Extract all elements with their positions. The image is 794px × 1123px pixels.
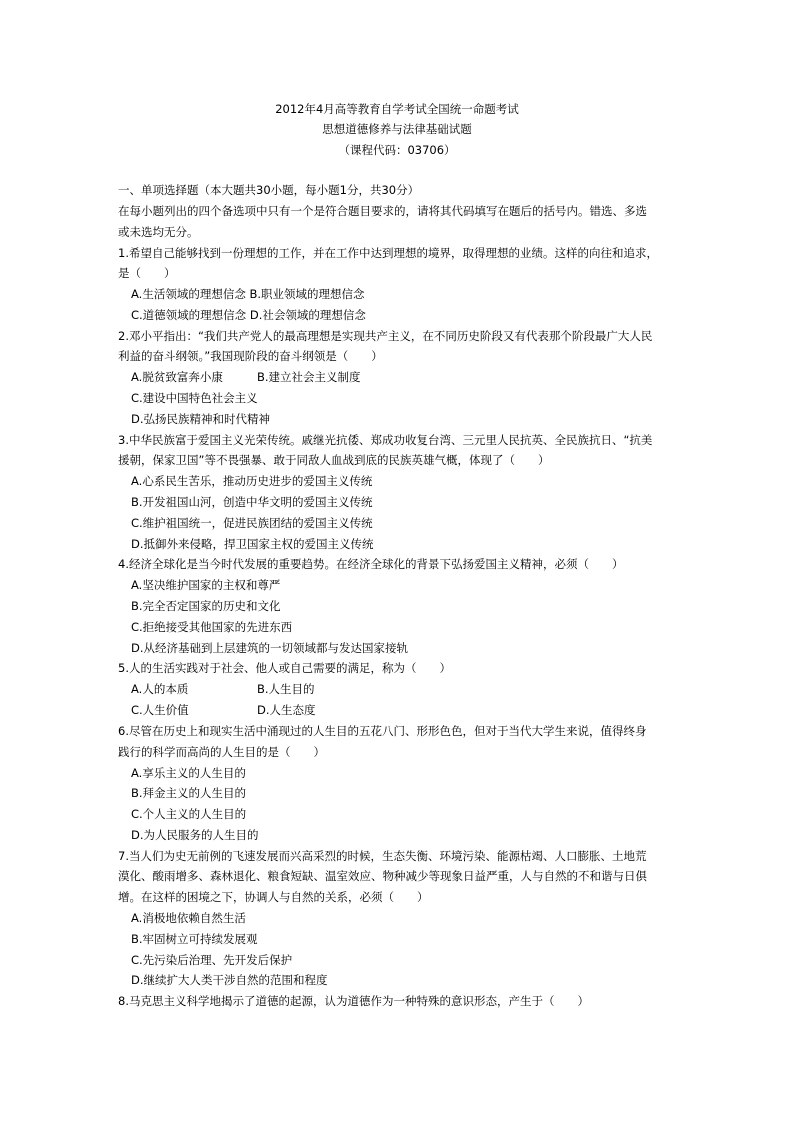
question-4-option-b: B.完全否定国家的历史和文化 [131,599,281,613]
question-1-options: A.生活领域的理想信念 B.职业领域的理想信念 [131,287,365,301]
subject-title: 思想道德修养与法律基础试题 [322,122,472,136]
question-1-options: C.道德领域的理想信念 D.社会领域的理想信念 [131,308,366,322]
question-4-option-c: C.拒绝接受其他国家的先进东西 [131,620,293,634]
question-2-text: 2.邓小平指出：“我们共产党人的最高理想是实现共产主义，在不同历史阶段又有代表那个阶段最广大人民 [118,329,653,343]
question-6-text: 践行的科学而高尚的人生目的是（ ） [118,745,325,759]
question-7-text: 7.当人们为史无前例的飞速发展而兴高采烈的时候，生态失衡、环境污染、能源枯竭、人口膨胀、土地荒 [118,849,647,863]
section-title: 一、单项选择题（本大题共30小题，每小题1分，共30分） [118,183,420,197]
question-7-text: 增。在这样的困境之下，协调人与自然的关系，必须（ ） [118,890,429,904]
question-5-option-b: B.人生目的 [257,682,315,696]
question-7-option-d: D.继续扩大人类干涉自然的范围和程度 [131,973,328,987]
question-3-option-b: B.开发祖国山河，创造中华文明的爱国主义传统 [131,495,373,509]
question-5-text: 5.人的生活实践对于社会、他人或自己需要的满足，称为（ ） [118,661,451,675]
instruction-line: 或未选均无分。 [118,225,199,239]
question-2-option-d: D.弘扬民族精神和时代精神 [131,412,271,426]
question-1-text: 1.希望自己能够找到一份理想的工作，并在工作中达到理想的境界，取得理想的业绩。这样的向往和追求， [118,246,658,260]
question-5-option-d: D.人生态度 [257,703,316,717]
question-7-option-c: C.先污染后治理、先开发后保护 [131,953,293,967]
question-8-text: 8.马克思主义科学地揭示了道德的起源，认为道德作为一种特殊的意识形态，产生于（ ） [118,994,589,1008]
question-6-text: 6.尽管在历史上和现实生活中涌现过的人生目的五花八门、形形色色，但对于当代大学生来说，值得终身 [118,724,647,738]
course-code: （课程代码：03706） [338,143,456,157]
question-6-option-c: C.个人主义的人生目的 [131,807,247,821]
question-4-option-d: D.从经济基础到上层建筑的一切领域都与发达国家接轨 [131,641,409,655]
question-7-option-a: A.消极地依赖自然生活 [131,911,246,925]
question-2-option-b: B.建立社会主义制度 [257,370,361,384]
instruction-line: 在每小题列出的四个备选项中只有一个是符合题目要求的，请将其代码填写在题后的括号内。错选、多选 [118,204,647,218]
question-2-option-a: A.脱贫致富奔小康 [131,370,223,384]
question-2-option-c: C.建设中国特色社会主义 [131,391,258,405]
question-4-option-a: A.坚决维护国家的主权和尊严 [131,578,281,592]
question-3-option-d: D.抵御外来侵略，捍卫国家主权的爱国主义传统 [131,537,374,551]
question-5-option-c: C.人生价值 [131,703,189,717]
question-3-text: 3.中华民族富于爱国主义光荣传统。戚继光抗倭、郑成功收复台湾、三元里人民抗英、全民族抗日、“抗美 [118,433,653,447]
question-3-option-c: C.维护祖国统一，促进民族团结的爱国主义传统 [131,516,373,530]
exam-title: 2012年4月高等教育自学考试全国统一命题考试 [275,102,519,116]
question-4-text: 4.经济全球化是当今时代发展的重要趋势。在经济全球化的背景下弘扬爱国主义精神，必须（ ） [118,557,624,571]
question-6-option-d: D.为人民服务的人生目的 [131,828,259,842]
question-2-text: 利益的奋斗纲领。”我国现阶段的奋斗纲领是（ ） [118,349,383,363]
question-7-text: 漠化、酸雨增多、森林退化、粮食短缺、温室效应、物种减少等现象日益严重，人与自然的不和谐与日俱 [118,869,647,883]
question-6-option-b: B.拜金主义的人生目的 [131,786,247,800]
question-6-option-a: A.享乐主义的人生目的 [131,766,246,780]
question-1-text: 是（ ） [118,266,176,280]
question-3-text: 援朝，保家卫国”等不畏强暴、敢于同敌人血战到底的民族英雄气概，体现了（ ） [118,453,550,467]
question-5-option-a: A.人的本质 [131,682,189,696]
question-7-option-b: B.牢固树立可持续发展观 [131,932,258,946]
question-3-option-a: A.心系民生苦乐，推动历史进步的爱国主义传统 [131,474,373,488]
